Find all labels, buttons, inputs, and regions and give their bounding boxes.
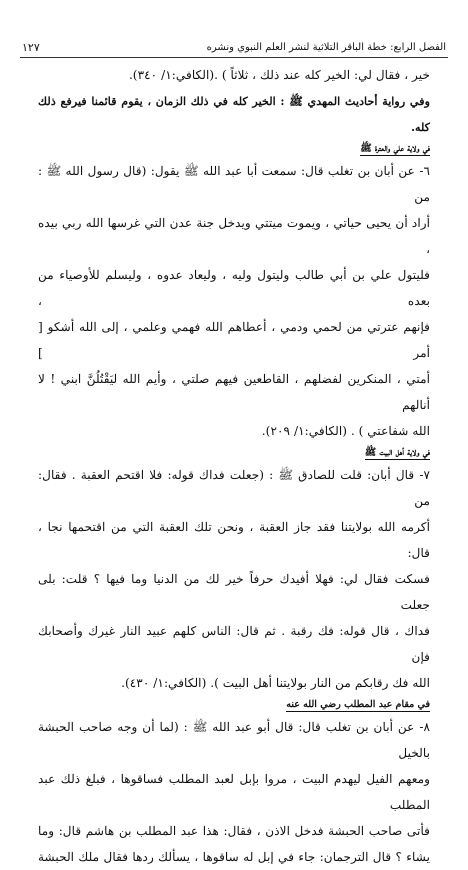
text-line: ومعهم الفيل ليهدم البيت ، مروا بإبل لعبد المطلب فساقوها ، فبلغ ذلك عبد المطلب — [38, 772, 430, 812]
text-line: ٨- عن أبان بن تغلب قال: قال أبو عبد الله ﷺ : (لما أن وجه صاحب الحبشة بالخيل — [38, 720, 430, 760]
text-line: أراد أن يحيى حياتي ، ويموت ميتتي ويدخل جنة عدن التي غرسها الله ربي بيده ، — [38, 216, 430, 256]
text-line: الله فك رقابكم من النار بولايتنا أهل البيت ). (الكافي:١/ ٤٣٠). — [121, 676, 430, 690]
chapter-title: الفصل الرابع: خطة الباقر التلاثية لنشر العلم النبوي ونشره — [206, 41, 446, 53]
text-line: فداك ، قال قوله: فك رقبة . ثم قال: الناس كلهم عبيد النار غيرك وأصحابك فإن — [38, 624, 430, 664]
text-line: أكرمه الله بولايتنا فقد جاز العقبة ، ونحن تلك العقبة التي من اقتحمها نجا ، قال: — [38, 520, 430, 560]
text-line: فأتى صاحب الحبشة فدخل الاذن ، فقال: هذا عبد المطلب بن هاشم قال: وما — [38, 824, 430, 838]
running-header — [22, 38, 446, 56]
section-heading-abd-almuttalib — [38, 696, 430, 714]
text-line: فليتول علي بن أبي طالب وليتول وليه ، وليعاد عدوه ، وليسلم للأوصياء من بعده ، — [38, 268, 430, 308]
section-heading-ali — [38, 140, 430, 158]
text-line: فإنهم عترتي من لحمي ودمي ، أعطاهم الله فهمي وعلمي ، إلى الله أشكو [ أمر ] — [38, 320, 430, 360]
text-line: الله شفاعتي ) . (الكافي:١/ ٢٠٩). — [261, 424, 430, 438]
section-heading-ali-text: في ولاية علي والعترة ﷺ — [360, 143, 430, 154]
header-rule — [20, 57, 448, 58]
hadith-8 — [38, 714, 430, 870]
page-number: ١٢٧ — [22, 40, 40, 54]
text-line: ٧- قال أبان: قلت للصادق ﷺ : (جعلت فداك قوله: فلا اقتحم العقبة . فقال: من — [38, 468, 430, 508]
mahdi-note: وفي رواية أحاديث المهدي ﷺ : الخير كله في ذلك الزمان ، يقوم قائمنا فيرفع ذلك كله. — [38, 94, 430, 134]
section-heading-abd-almuttalib-text: في مقام عبد المطلب رضي الله عنه — [286, 699, 430, 710]
paragraph-continuation: خير ، فقال لي: الخير كله عند ذلك ، ثلاثاً ) .(الكافي:١/ ٣٤٠). — [128, 68, 430, 82]
text-line: يشاء ؟ قال الترجمان: جاء في إبل له ساقوها ، يسألك ردها فقال ملك الحبشة — [38, 850, 430, 864]
section-heading-ahl-albayt-text: في ولاية أهل البيت ﷺ — [364, 447, 430, 458]
page-body — [38, 62, 430, 870]
hadith-7 — [38, 462, 430, 696]
section-heading-ahl-albayt — [38, 444, 430, 462]
text-line: فسكت فقال لي: فهلا أفيدك حرفاً خير لك من الدنيا وما فيها ؟ قلت: بلى جعلت — [38, 572, 430, 612]
hadith-6 — [38, 158, 430, 444]
text-line: أمتي ، المنكرين لفضلهم ، القاطعين فيهم صلتي ، وأيم الله ليَقْتُلُنَّ ابني ! لا أنالهم — [38, 372, 430, 412]
text-line: ٦- عن أبان بن تغلب قال: سمعت أبا عبد الله ﷺ يقول: (قال رسول الله ﷺ : من — [38, 164, 430, 204]
